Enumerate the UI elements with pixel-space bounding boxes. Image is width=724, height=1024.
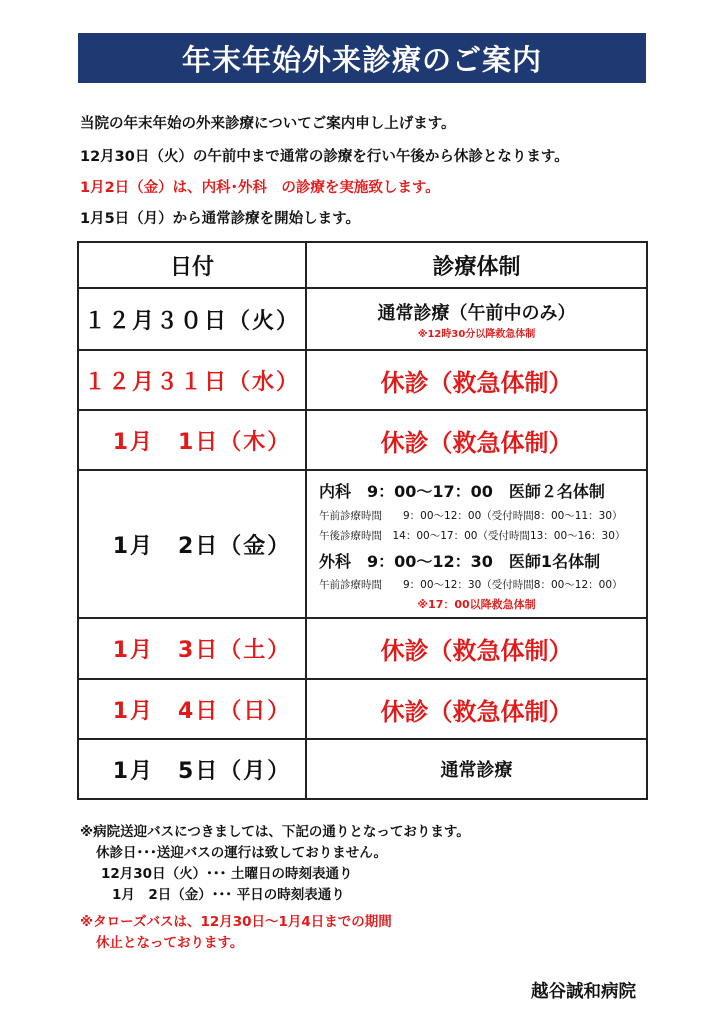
- naika-am-hours: 午前診療時間 9：00～12：00（受付時間8：00～11：30）: [319, 509, 623, 522]
- date-label: 1月 1日（木）: [112, 429, 292, 455]
- header-date: 日付: [78, 242, 306, 288]
- row-system: [306, 470, 647, 618]
- bus-note-title: ※病院送迎バスにつきましては、下記の通りとなっております。: [80, 824, 470, 840]
- intro-line-3: 1月2日（金）は、内科･外科 の診療を実施致します。: [80, 180, 440, 196]
- intro-line-1: 当院の年末年始の外来診療についてご案内申し上げます。: [80, 116, 456, 132]
- intro-line-2: 12月30日（火）の午前中まで通常の診療を行い午後から休診となります。: [80, 149, 569, 165]
- table-row: [78, 288, 647, 350]
- row-system: 通常診療: [306, 739, 647, 799]
- row-date: [78, 618, 306, 679]
- bus-notes: [80, 822, 470, 954]
- table-row: [78, 739, 647, 799]
- date-label: 1月 3日（土）: [112, 638, 292, 663]
- table-header-row: [78, 242, 647, 288]
- date-label: 1月 5日（月）: [112, 758, 292, 784]
- emergency-note: ※17：00以降救急体制: [417, 597, 536, 611]
- row-date: １２月３０日（火）: [78, 288, 306, 350]
- bus-note-0102: 1月 2日（金）･･･ 平日の時刻表通り: [112, 887, 345, 903]
- row-system: 休診（救急体制）: [306, 618, 647, 679]
- table-row: [78, 618, 647, 679]
- taroz-note-2: 休止となっております。: [96, 935, 244, 951]
- row-system: 休診（救急体制）: [306, 410, 647, 470]
- row-date: [78, 470, 306, 618]
- geka-am-hours: 午前診療時間 9：00～12：30（受付時間8：00～12：00）: [319, 578, 623, 591]
- geka-hours: 外科 9：00～12：30 医師1名体制: [319, 551, 601, 571]
- page-title: 年末年始外来診療のご案内: [78, 33, 646, 83]
- row-date: １２月３１日（水）: [78, 350, 306, 410]
- table-row: [78, 679, 647, 739]
- naika-pm-hours: 午後診療時間 14：00～17：00（受付時間13：00～16：30）: [319, 529, 626, 542]
- table-row: [78, 410, 647, 470]
- bus-note-1230: 12月30日（火）･･･ 土曜日の時刻表通り: [101, 866, 353, 882]
- taroz-note-1: ※タローズバスは、12月30日～1月4日までの期間: [80, 914, 392, 930]
- intro-line-4: 1月5日（月）から通常診療を開始します。: [80, 211, 361, 227]
- row-date: [78, 679, 306, 739]
- header-system: 診療体制: [306, 242, 647, 288]
- naika-hours: 内科 9：00～17：00 医師２名体制: [319, 481, 605, 501]
- row-system: 休診（救急体制）: [306, 679, 647, 739]
- row-system: [306, 288, 647, 350]
- emergency-note: ※12時30分以降救急体制: [417, 328, 536, 340]
- schedule-table: [77, 241, 648, 800]
- row-system: 休診（救急体制）: [306, 350, 647, 410]
- date-label: 1月 2日（金）: [112, 533, 292, 559]
- system-label: 通常診療（午前中のみ）: [377, 302, 576, 324]
- hospital-name: 越谷誠和病院: [531, 982, 636, 1002]
- table-row: [78, 470, 647, 618]
- row-date: [78, 739, 306, 799]
- row-date: [78, 410, 306, 470]
- bus-note-holiday: 休診日･･･送迎バスの運行は致しておりません。: [96, 845, 388, 861]
- table-row: [78, 350, 647, 410]
- date-label: 1月 4日（日）: [112, 698, 292, 724]
